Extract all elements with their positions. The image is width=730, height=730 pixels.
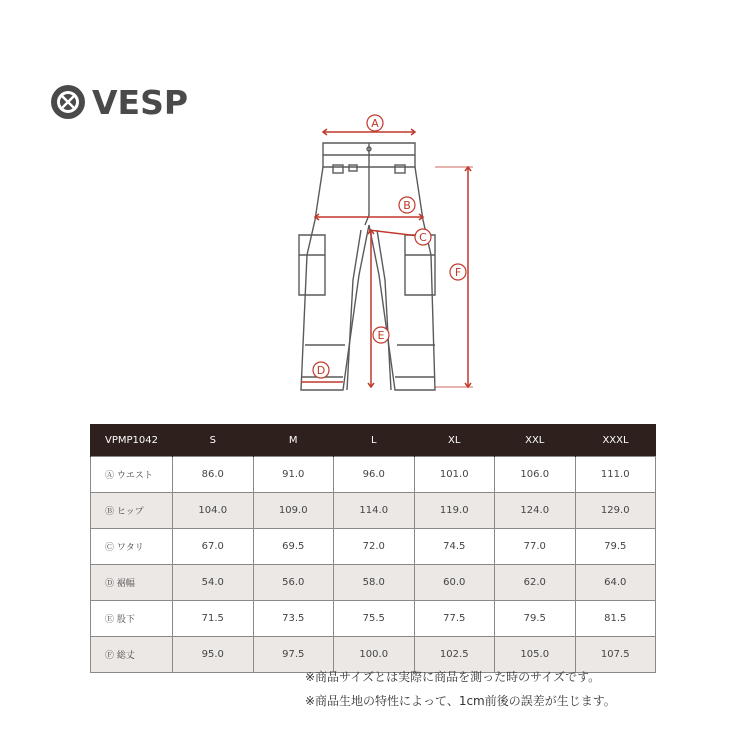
table-cell: 60.0 <box>414 565 495 601</box>
size-notes <box>305 665 616 713</box>
table-cell: 67.0 <box>173 529 254 565</box>
table-cell: 91.0 <box>253 457 334 493</box>
table-cell: 86.0 <box>173 457 254 493</box>
table-cell: 79.5 <box>495 601 576 637</box>
note-line: ※商品サイズとは実際に商品を測った時のサイズです。 <box>305 670 601 684</box>
table-header-size: XXXL <box>575 424 656 457</box>
table-cell: 119.0 <box>414 493 495 529</box>
table-cell: 102.5 <box>414 637 495 673</box>
table-cell: 58.0 <box>334 565 415 601</box>
table-cell: 95.0 <box>173 637 254 673</box>
row-label: Ⓔ 股下 <box>91 601 173 637</box>
table-cell: 105.0 <box>495 637 576 673</box>
table-cell: 56.0 <box>253 565 334 601</box>
vesp-logo-icon <box>50 84 86 120</box>
table-header-size: L <box>334 424 415 457</box>
table-cell: 62.0 <box>495 565 576 601</box>
pants-outline <box>299 143 435 390</box>
label-f: F <box>454 266 462 279</box>
table-cell: 96.0 <box>334 457 415 493</box>
brand-name: VESP <box>92 82 189 122</box>
table-cell: 64.0 <box>575 565 656 601</box>
table-cell: 54.0 <box>173 565 254 601</box>
table-header-size: XXL <box>495 424 576 457</box>
table-header-row <box>91 424 656 457</box>
row-label: Ⓐ ウエスト <box>91 457 173 493</box>
table-cell: 111.0 <box>575 457 656 493</box>
table-cell: 109.0 <box>253 493 334 529</box>
table-row <box>91 493 656 529</box>
note-line: ※商品生地の特性によって、1cm前後の誤差が生じます。 <box>305 694 616 708</box>
table-cell: 75.5 <box>334 601 415 637</box>
table-row <box>91 529 656 565</box>
table-cell: 77.0 <box>495 529 576 565</box>
table-cell: 79.5 <box>575 529 656 565</box>
table-cell: 124.0 <box>495 493 576 529</box>
table-cell: 81.5 <box>575 601 656 637</box>
table-row <box>91 565 656 601</box>
table-cell: 104.0 <box>173 493 254 529</box>
pants-measurement-diagram <box>285 105 500 405</box>
label-e: E <box>377 329 385 342</box>
table-cell: 77.5 <box>414 601 495 637</box>
table-cell: 97.5 <box>253 637 334 673</box>
table-row <box>91 457 656 493</box>
table-header-size: M <box>253 424 334 457</box>
table-cell: 101.0 <box>414 457 495 493</box>
table-cell: 74.5 <box>414 529 495 565</box>
table-cell: 100.0 <box>334 637 415 673</box>
table-cell: 129.0 <box>575 493 656 529</box>
table-row <box>91 601 656 637</box>
table-cell: 106.0 <box>495 457 576 493</box>
row-label: Ⓓ 裾幅 <box>91 565 173 601</box>
label-d: D <box>316 364 326 377</box>
table-cell: 72.0 <box>334 529 415 565</box>
brand-logo <box>50 82 188 122</box>
table-cell: 69.5 <box>253 529 334 565</box>
table-header-size: S <box>173 424 254 457</box>
row-label: Ⓑ ヒップ <box>91 493 173 529</box>
table-cell: 71.5 <box>173 601 254 637</box>
label-c: C <box>419 231 427 244</box>
table-cell: 73.5 <box>253 601 334 637</box>
table-header-size: XL <box>414 424 495 457</box>
size-table <box>90 424 656 673</box>
row-label: Ⓒ ワタリ <box>91 529 173 565</box>
table-header-model: VPMP1042 <box>91 424 173 457</box>
table-cell: 107.5 <box>575 637 656 673</box>
row-label: Ⓕ 総丈 <box>91 637 173 673</box>
label-b: B <box>403 199 411 212</box>
label-a: A <box>371 117 379 130</box>
table-cell: 114.0 <box>334 493 415 529</box>
